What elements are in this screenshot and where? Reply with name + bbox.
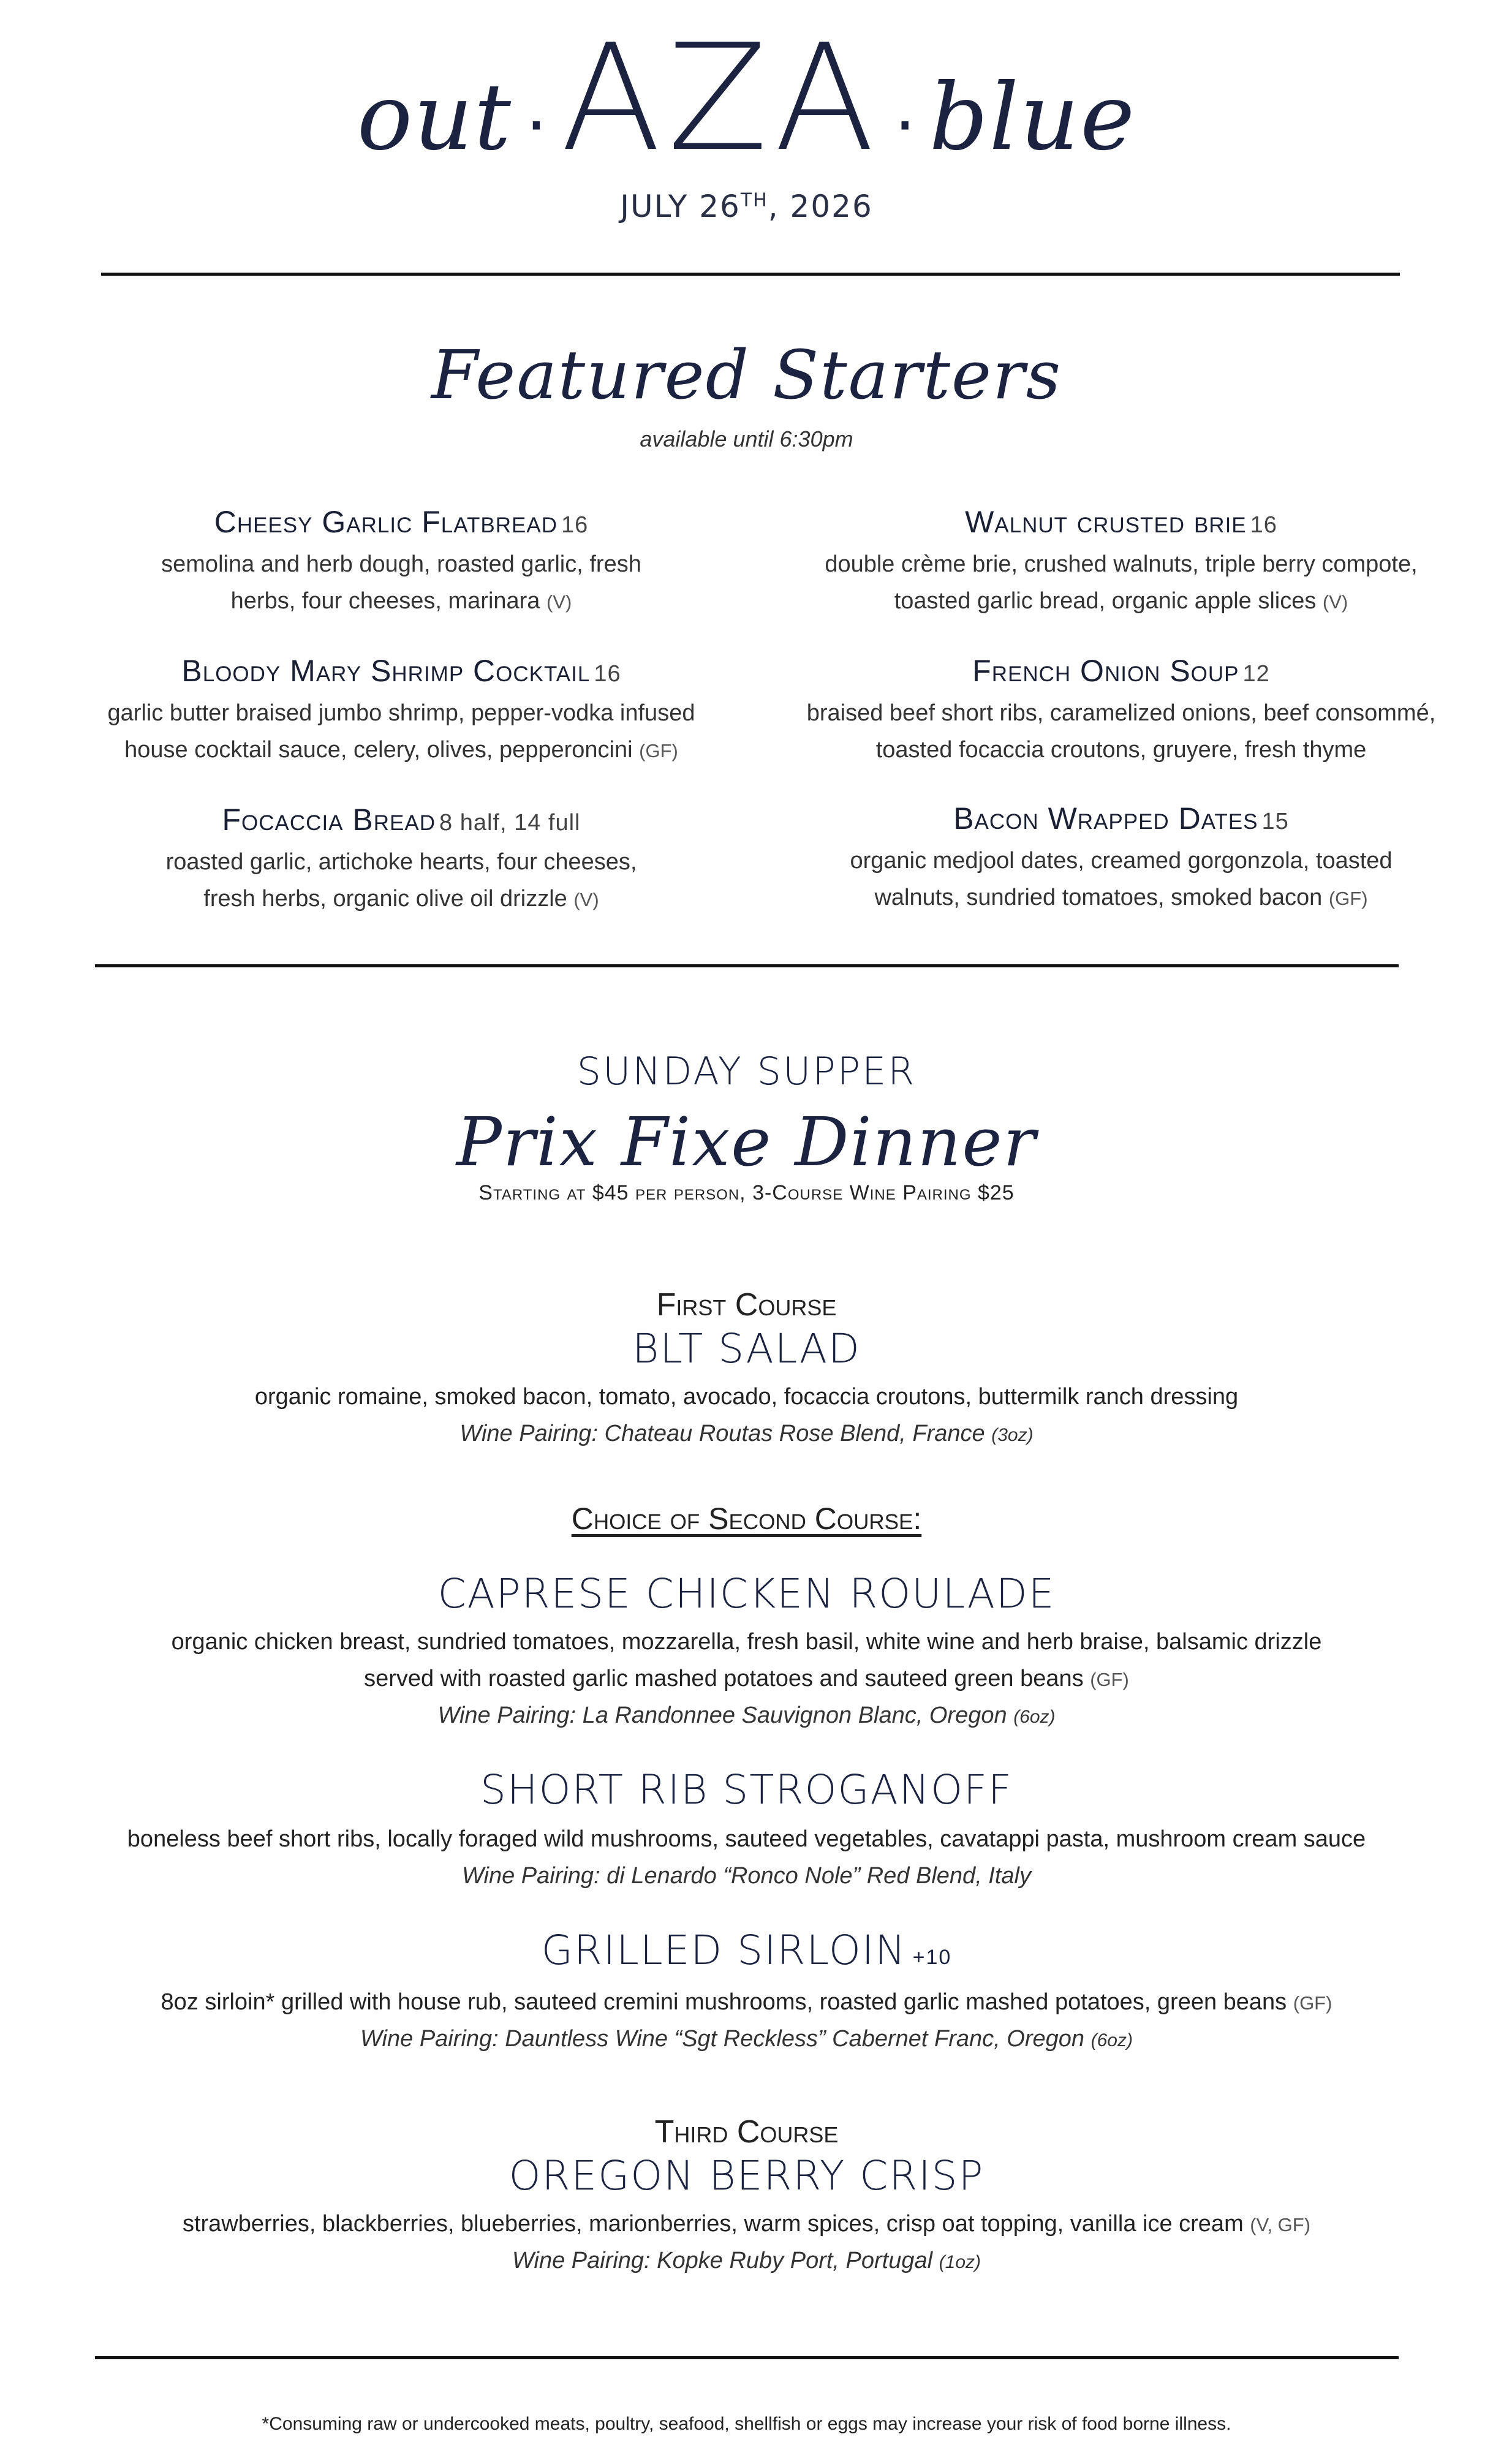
- pour-size: (3oz): [991, 1425, 1034, 1445]
- starter-name: French Onion Soup: [972, 654, 1239, 688]
- brand-right: blue: [929, 64, 1136, 171]
- diet-tag: (V): [546, 591, 572, 613]
- starter-price: 12: [1242, 661, 1270, 687]
- first-course-dish: BLT SALAD: [632, 1325, 861, 1372]
- starter-price: 15: [1261, 809, 1289, 834]
- diet-tag: (GF): [1293, 1992, 1332, 2014]
- starter-item: [80, 501, 723, 621]
- divider-top: [101, 273, 1400, 276]
- starter-desc: toasted garlic bread, organic apple slices: [894, 588, 1317, 614]
- second-course-desc: served with roasted garlic mashed potatoes and sauteed green beans: [364, 1666, 1084, 1691]
- second-course-desc: organic chicken breast, sundried tomatoes, mozzarella, fresh basil, white wine and herb braise, balsamic drizzle: [171, 1629, 1322, 1655]
- first-course-label: First Course: [656, 1287, 837, 1323]
- starters-title: Featured Starters: [431, 336, 1062, 414]
- starter-desc: braised beef short ribs, caramelized onions, beef consommé,: [806, 700, 1436, 726]
- diet-tag: (GF): [639, 740, 678, 761]
- supper-label: SUNDAY SUPPER: [576, 1049, 917, 1094]
- starter-desc: garlic butter braised jumbo shrimp, pepper-vodka infused: [107, 700, 695, 726]
- third-course-dish: OREGON BERRY CRISP: [508, 2152, 985, 2199]
- starter-desc: organic medjool dates, creamed gorgonzola, toasted: [850, 848, 1393, 874]
- starter-desc: fresh herbs, organic olive oil drizzle: [203, 886, 567, 912]
- starter-name: Walnut crusted brie: [965, 505, 1247, 539]
- supper-title: Prix Fixe Dinner: [456, 1103, 1037, 1181]
- starter-desc: toasted focaccia croutons, gruyere, fresh thyme: [875, 737, 1367, 763]
- brand-center: AZA: [561, 12, 881, 184]
- starter-item: [80, 799, 723, 918]
- starter-name: Focaccia Bread: [222, 803, 436, 837]
- diet-tag: (GF): [1328, 888, 1368, 909]
- brand-dot-left: ·: [526, 86, 548, 165]
- starter-price: 8 half, 14 full: [439, 810, 581, 836]
- starter-name: Cheesy Garlic Flatbread: [214, 505, 558, 539]
- starters-note: available until 6:30pm: [640, 426, 853, 452]
- upcharge: +10: [912, 1946, 952, 1969]
- brand-dot-right: ·: [894, 86, 916, 165]
- starter-item: [778, 501, 1464, 621]
- first-course-pairing: Wine Pairing: Chateau Routas Rose Blend, France (3oz): [459, 1421, 1034, 1446]
- starter-desc: double crème brie, crushed walnuts, triple berry compote,: [825, 551, 1418, 577]
- first-course-desc: organic romaine, smoked bacon, tomato, avocado, focaccia croutons, buttermilk ranch dressing: [254, 1384, 1239, 1410]
- second-course-choice-label: Choice of Second Course:: [571, 1502, 922, 1536]
- divider-bottom: [95, 2356, 1399, 2359]
- starter-item: [778, 650, 1464, 768]
- starter-price: 16: [594, 661, 621, 687]
- brand-left: out: [357, 64, 513, 171]
- starter-name: Bacon Wrapped Dates: [953, 801, 1258, 836]
- brand-logo: [0, 12, 1493, 184]
- starter-desc: herbs, four cheeses, marinara: [230, 588, 540, 614]
- starter-price: 16: [1250, 512, 1277, 538]
- third-course-pairing: Wine Pairing: Kopke Ruby Port, Portugal (1oz): [512, 2248, 981, 2273]
- starters-right-column: [778, 501, 1464, 947]
- starter-name: Bloody Mary Shrimp Cocktail: [181, 654, 591, 688]
- starter-desc: semolina and herb dough, roasted garlic, fresh: [161, 551, 641, 577]
- third-course-label: Third Course: [654, 2114, 839, 2150]
- starter-price: 16: [561, 512, 589, 538]
- starters-left-column: [80, 501, 723, 948]
- diet-tag: (GF): [1090, 1669, 1129, 1690]
- starter-item: [778, 798, 1464, 917]
- diet-tag: (V): [573, 889, 599, 910]
- second-course-pairing: Wine Pairing: Dauntless Wine “Sgt Reckless” Cabernet Franc, Oregon (6oz): [360, 2026, 1133, 2052]
- second-course-desc: 8oz sirloin* grilled with house rub, sauteed cremini mushrooms, roasted garlic mashed potatoes, green beans: [161, 1989, 1287, 2015]
- supper-subline: Starting at $45 per person, 3-Course Wine Pairing $25: [478, 1181, 1015, 1204]
- second-course-dish: GRILLED SIRLOIN +10: [541, 1927, 952, 1974]
- second-course-pairing: Wine Pairing: di Lenardo “Ronco Nole” Red Blend, Italy: [461, 1863, 1032, 1889]
- pour-size: (6oz): [1013, 1707, 1056, 1727]
- second-course-pairing: Wine Pairing: La Randonnee Sauvignon Blanc, Oregon (6oz): [437, 1703, 1056, 1728]
- divider-middle: [95, 964, 1399, 967]
- diet-tag: (V, GF): [1250, 2214, 1311, 2235]
- third-course-desc: strawberries, blackberries, blueberries, marionberries, warm spices, crisp oat topping, vanilla ice cream: [182, 2211, 1244, 2237]
- food-safety-disclaimer: *Consuming raw or undercooked meats, poultry, seafood, shellfish or eggs may increase your risk of food borne illness.: [262, 2414, 1231, 2434]
- starter-item: [80, 650, 723, 769]
- starter-desc: walnuts, sundried tomatoes, smoked bacon: [874, 885, 1323, 910]
- second-course-desc: boneless beef short ribs, locally foraged wild mushrooms, sauteed vegetables, cavatappi pasta, mushroom cream sauce: [127, 1826, 1366, 1852]
- starter-desc: house cocktail sauce, celery, olives, pepperoncini: [124, 737, 633, 763]
- starter-desc: roasted garlic, artichoke hearts, four cheeses,: [165, 849, 637, 875]
- second-course-dish: SHORT RIB STROGANOFF: [480, 1766, 1013, 1813]
- menu-date: JULY 26TH, 2026: [620, 189, 873, 224]
- diet-tag: (V): [1322, 591, 1348, 613]
- pour-size: (6oz): [1090, 2030, 1133, 2050]
- second-course-dish: CAPRESE CHICKEN ROULADE: [437, 1570, 1056, 1617]
- pour-size: (1oz): [939, 2252, 981, 2272]
